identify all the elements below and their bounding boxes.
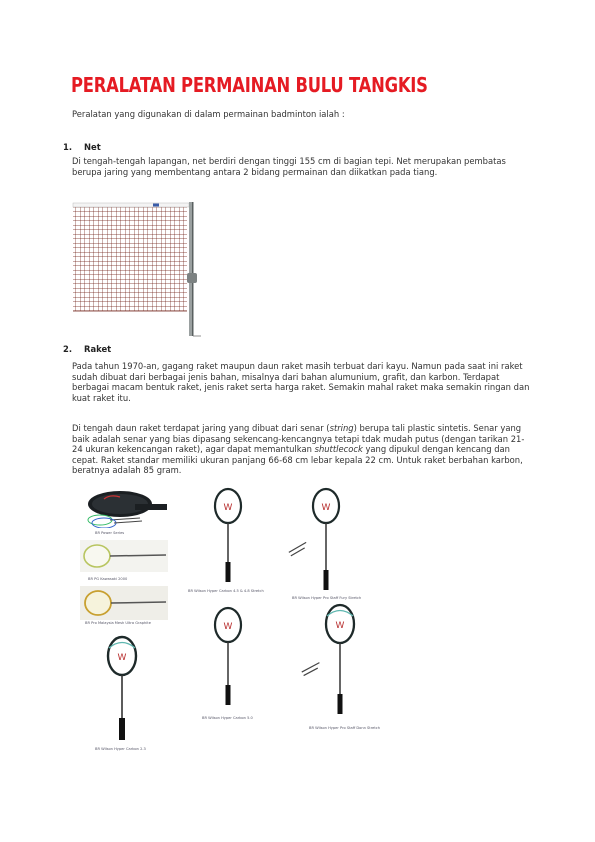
- paragraph: Di tengah daun raket terdapat jaring yang dibuat dari senar (string) berupa tali plastic sintetis. Senar yang baik adalah senar yang bias dipasang sekencang-kencangnya tetapi tdak mudah putus (dengan tarikan 21-24 ukuran kekencangan raket), agar dapat memantulkan shuttlecock yang dipukul dengan kencang dan cepat. Raket standar memiliki ukuran panjang 66-68 cm lebar kepala 22 cm. Untuk raket berbahan karbon, beratnya adalah 85 gram.: [72, 423, 525, 476]
- racket-caption: BR Wilson Hyper Carbon 2.3: [95, 747, 146, 751]
- racket-image: [80, 540, 168, 572]
- section-raket-body-1: [72, 361, 532, 403]
- section-title: Raket: [84, 344, 112, 354]
- racket-bag-image: [80, 486, 170, 528]
- section-title: Net: [84, 142, 101, 152]
- racket-caption: BR Pro Malaysia Mesh Ultra Graphite: [85, 621, 151, 625]
- page-title: PERALATAN PERMAINAN BULU TANGKIS: [71, 73, 428, 97]
- racket-image: [80, 586, 168, 620]
- svg-text:W: W: [223, 503, 233, 513]
- racket-caption: BR Power Series: [95, 531, 125, 535]
- section-number: 2.: [63, 344, 73, 354]
- intro-text: Peralatan yang digunakan di dalam permainan badminton ialah :: [72, 109, 345, 119]
- racket-caption: BR Wilson Hyper Pro Staff Fury Stretch: [292, 596, 362, 600]
- section-raket-body-2: [72, 423, 532, 476]
- italic-term: shuttlecock: [314, 444, 363, 455]
- italic-term: string: [329, 423, 354, 433]
- svg-text:W: W: [117, 653, 127, 663]
- net-image: [71, 198, 213, 338]
- section-net-body: [72, 156, 532, 177]
- racket-image: [300, 602, 390, 718]
- section-number: 1.: [63, 142, 73, 152]
- svg-text:W: W: [335, 621, 345, 631]
- racket-image: [210, 486, 246, 586]
- svg-text:W: W: [223, 622, 233, 632]
- racket-image: [285, 486, 385, 592]
- racket-caption: BR Wilson Hyper Carbon 4.5 & 4.8 Stretch: [188, 589, 264, 593]
- racket-caption: BR Wilson Hyper Pro Staff Donn Stretch: [309, 726, 380, 730]
- svg-text:W: W: [321, 503, 331, 513]
- racket-image: [210, 605, 246, 709]
- racket-caption: BR PG Kawasaki 2000: [88, 577, 128, 581]
- racket-image: [102, 634, 142, 744]
- racket-caption: BR Wilson Hyper Carbon 5.0: [202, 716, 253, 720]
- paragraph: Di tengah-tengah lapangan, net berdiri dengan tinggi 155 cm di bagian tepi. Net merupakan pembatas berupa jaring yang membentang antara 2 bidang permainan dan diikatkan pada tiang.: [72, 156, 506, 177]
- paragraph: Pada tahun 1970-an, gagang raket maupun daun raket masih terbuat dari kayu. Namun pada saat ini raket sudah dibuat dari berbagai jenis bahan, misalnya dari bahan alumunium, grafit, dan karbon. Terdapat berbagai macam bentuk raket, jenis raket serta harga raket. Semakin mahal raket maka semakin ringan dan kuat raket itu.: [72, 361, 530, 403]
